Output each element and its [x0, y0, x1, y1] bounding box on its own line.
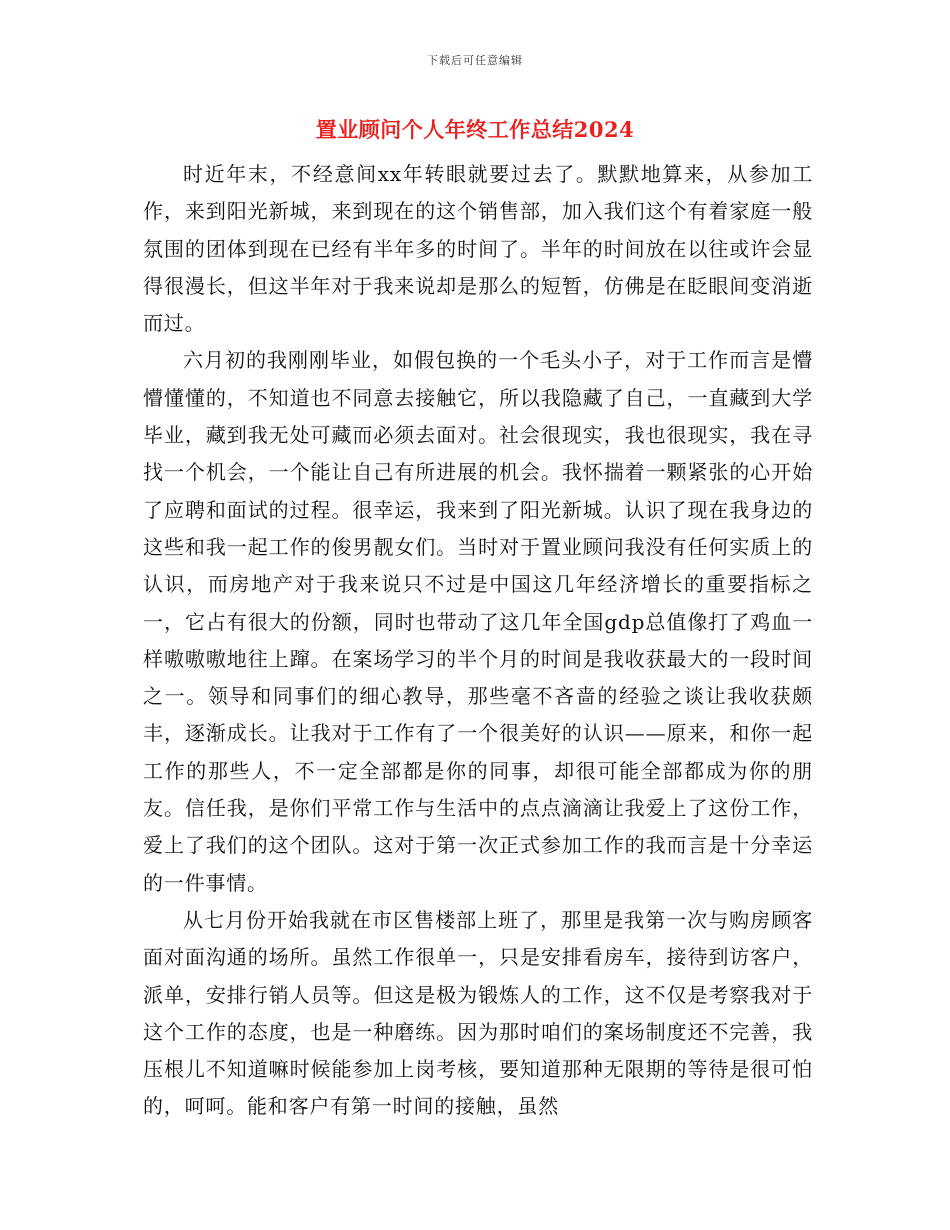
paragraph-3: 从七月份开始我就在市区售楼部上班了，那里是我第一次与购房顾客面对面沟通的场所。虽然工作很单一，只是安排看房车，接待到访客户，派单，安排行销人员等。但这是极为锻炼人的工作，这不仅是考察我对于这个工作的态度，也是一种磨练。因为那时咱们的案场制度还不完善，我压根儿不知道嘛时候能参加上岗考核，要知道那种无限期的等待是很可怕的，呵呵。能和客户有第一时间的接触，虽然	[143, 907, 813, 1119]
document-title: 置业顾问个人年终工作总结2024	[315, 117, 635, 142]
document-body	[143, 156, 813, 1126]
paragraph-2: 六月初的我刚刚毕业，如假包换的一个毛头小子，对于工作而言是懵懵懂懂的，不知道也不同意去接触它，所以我隐藏了自己，一直藏到大学毕业，藏到我无处可藏而必须去面对。社会很现实，我也很现实，我在寻找一个机会，一个能让自己有所进展的机会。我怀揣着一颗紧张的心开始了应聘和面试的过程。很幸运，我来到了阳光新城。认识了现在我身边的这些和我一起工作的俊男靓女们。当时对于置业顾问我没有任何实质上的认识，而房地产对于我来说只不过是中国这几年经济增长的重要指标之一，它占有很大的份额，同时也带动了这几年全国gdp总值像打了鸡血一样嗷嗷嗷地往上蹿。在案场学习的半个月的时间是我收获最大的一段时间之一。领导和同事们的细心教导，那些毫不吝啬的经验之谈让我收获颇丰，逐渐成长。让我对于工作有了一个很美好的认识——原来，和你一起工作的那些人，不一定全部都是你的同事，却很可能全部都成为你的朋友。信任我，是你们平常工作与生活中的点点滴滴让我爱上了这份工作，爱上了我们的这个团队。这对于第一次正式参加工作的我而言是十分幸运的一件事情。	[143, 348, 813, 895]
page-header: 下载后可任意编辑	[427, 54, 523, 67]
paragraph-1: 时近年末，不经意间xx年转眼就要过去了。默默地算来，从参加工作，来到阳光新城，来到现在的这个销售部，加入我们这个有着家庭一般氛围的团体到现在已经有半年多的时间了。半年的时间放在以往或许会显得很漫长，但这半年对于我来说却是那么的短暂，仿佛是在眨眼间变消逝而过。	[143, 162, 813, 336]
